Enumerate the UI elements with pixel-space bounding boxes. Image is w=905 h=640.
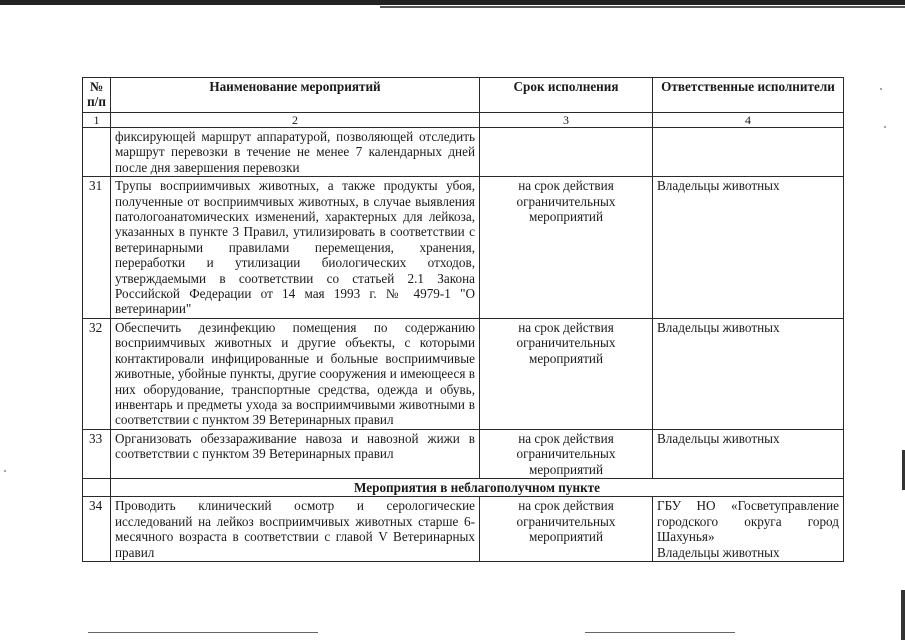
scan-bottom-line-right bbox=[585, 632, 735, 633]
scan-speck bbox=[884, 126, 886, 128]
row-term: на срок действия ограничительных мероприятий bbox=[480, 177, 653, 319]
header-responsible: Ответственные исполнители bbox=[653, 78, 844, 113]
scan-bottom-line bbox=[88, 632, 318, 633]
row-name: Обеспечить дезинфекцию помещения по содержанию восприимчивых животных и другие объекты, с которыми контактировали инфицированные и больные восприимчивые животные, убойные пункты, другие сооружения и имеющееся в них оборудование, транспортные средства, одежда и обувь, инвентарь и предметы ухода за восприимчивыми животными в соответствии с пунктом 39 Ветеринарных правил bbox=[111, 318, 480, 429]
row-responsible: Владельцы животных bbox=[653, 177, 844, 319]
table-row bbox=[83, 177, 844, 319]
header-name: Наименование мероприятий bbox=[111, 78, 480, 113]
row-num: 32 bbox=[83, 318, 111, 429]
row-responsible bbox=[653, 128, 844, 177]
row-num: 34 bbox=[83, 497, 111, 562]
row-name: Трупы восприимчивых животных, а также продукты убоя, полученные от восприимчивых животных, в случае выявления патологоанатомических изменений, характерных для лейкоза, указанных в пункте 3 Правил, утилизировать в соответствии с ветеринарными правилами перемещения, хранения, переработки и утилизации биологических отходов, утверждаемыми в соответствии со статьей 2.1 Закона Российской Федерации от 14 мая 1993 г. № 4979-1 "О ветеринарии" bbox=[111, 177, 480, 319]
row-name: Проводить клинический осмотр и серологические исследований на лейкоз восприимчивых животных старше 6-месячного возраста в соответствии с главой V Ветеринарных правил bbox=[111, 497, 480, 562]
scan-speck bbox=[4, 470, 6, 472]
responsible-owners: Владельцы животных bbox=[657, 544, 780, 560]
table-row bbox=[83, 497, 844, 562]
row-term bbox=[480, 128, 653, 177]
column-number-1: 1 bbox=[83, 113, 111, 128]
column-numbers-row bbox=[83, 113, 844, 128]
row-responsible: Владельцы животных bbox=[653, 318, 844, 429]
scan-top-border-secondary bbox=[380, 6, 905, 8]
row-num: 31 bbox=[83, 177, 111, 319]
row-responsible bbox=[653, 497, 844, 562]
scan-top-border bbox=[0, 0, 905, 5]
row-term: на срок действия ограничительных мероприятий bbox=[480, 429, 653, 478]
row-responsible: Владельцы животных bbox=[653, 429, 844, 478]
row-name: фиксирующей маршрут аппаратурой, позволяющей отследить маршрут перевозки в течение не менее 7 календарных дней после дня завершения перевозки bbox=[111, 128, 480, 177]
row-term: на срок действия ограничительных мероприятий bbox=[480, 497, 653, 562]
section-row bbox=[83, 478, 844, 496]
section-title: Мероприятия в неблагополучном пункте bbox=[111, 478, 844, 496]
row-num bbox=[83, 128, 111, 177]
row-num: 33 bbox=[83, 429, 111, 478]
table-header-row bbox=[83, 78, 844, 113]
table-row bbox=[83, 318, 844, 429]
scan-speck bbox=[880, 88, 882, 90]
column-number-2: 2 bbox=[111, 113, 480, 128]
scan-edge-mark-bottom bbox=[901, 590, 905, 640]
column-number-3: 3 bbox=[480, 113, 653, 128]
responsible-agency: ГБУ НО «Госветуправление городского округа город Шахунья» bbox=[657, 498, 839, 545]
measures-table bbox=[82, 77, 844, 562]
column-number-4: 4 bbox=[653, 113, 844, 128]
row-term: на срок действия ограничительных мероприятий bbox=[480, 318, 653, 429]
table-row bbox=[83, 429, 844, 478]
table-row bbox=[83, 128, 844, 177]
header-num: № п/п bbox=[83, 78, 111, 113]
header-term: Срок исполнения bbox=[480, 78, 653, 113]
row-name: Организовать обеззараживание навоза и навозной жижи в соответствии с пунктом 39 Ветеринарных правил bbox=[111, 429, 480, 478]
section-num-cell bbox=[83, 478, 111, 496]
